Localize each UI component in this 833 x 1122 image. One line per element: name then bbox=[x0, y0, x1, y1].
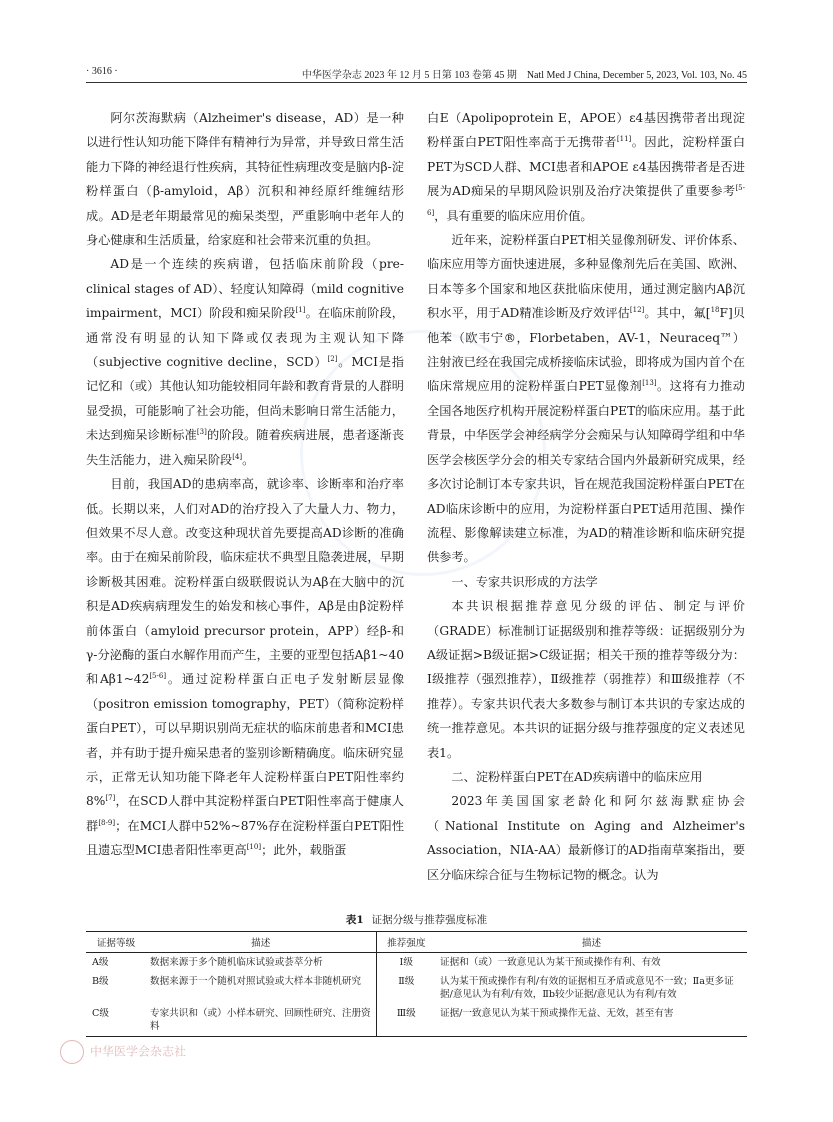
paragraph-apoe: 白E（Apolipoprotein E，APOE）ε4基因携带者出现淀粉样蛋白PET阳性率高于无携带者[11]。因此，淀粉样蛋白PET为SCD人群、MCI患者和APOE ε4基因携带者是否进展为AD痴呆的早期风险识别及治疗决策提供了重要参考[5-6]，具有重要的临床应用价值。 bbox=[427, 111, 746, 223]
table-cell: Ⅲ级 bbox=[396, 1008, 416, 1019]
table-cell: Ⅱ级 bbox=[398, 976, 415, 987]
journal-citation: 中华医学杂志 2023 年 12 月 5 日第 103 卷第 45 期 Natl Med J China, December 5, 2023, Vol. 103, No. 45 bbox=[301, 70, 747, 81]
paragraph-disease-spectrum: AD是一个连续的疾病谱，包括临床前阶段（pre-clinical stages of AD）、轻度认知障碍（mild cognitive impairment，MCI）阶段和痴呆阶段[1]。在临床前阶段，通常没有明显的认知下降或仅表现为主观认知下降（subjective cognitive decline，SCD）[2]。MCI是指记忆和（或）其他认知功能较相同年龄和教育背景的人群明显受损，可能影响了社会功能，但尚未影响日常生活能力，未达到痴呆诊断标准[3]的阶段。随着疾病进展，患者逐渐丧失生活能力，进入痴呆阶段[4]。 bbox=[86, 257, 405, 467]
table-cell: B级 bbox=[92, 976, 109, 987]
citation: [11] bbox=[616, 135, 632, 144]
paragraph-grade: 本共识根据推荐意见分级的评估、制定与评价（GRADE）标准制订证据级别和推荐等级：证据级别分为A级证据>B级证据>C级证据；相关干预的推荐等级分为：Ⅰ级推荐（强烈推荐），Ⅱ级推荐（弱推荐）和Ⅲ级推荐（不推荐）。专家共识代表大多数参与制订本共识的专家达成的统一推荐意见。本共识的证据分级与推荐强度的定义表述见表1。 bbox=[427, 599, 745, 760]
running-header bbox=[86, 62, 747, 83]
section-heading-clinical-application: 二、淀粉样蛋白PET在AD疾病谱中的临床应用 bbox=[451, 769, 703, 784]
citation: [5-6] bbox=[427, 184, 745, 217]
table-row bbox=[86, 972, 747, 1004]
publisher-logo bbox=[60, 1040, 186, 1064]
citation: [7] bbox=[105, 794, 116, 803]
table-cell: 证据和（或）一致意见认为某干预或操作有利、有效 bbox=[440, 957, 661, 968]
table-row bbox=[86, 953, 747, 973]
citation: [3] bbox=[196, 428, 207, 437]
table-row bbox=[86, 1004, 747, 1037]
table-cell: 专家共识和（或）小样本研究、回顾性研究、注册资料 bbox=[146, 1004, 376, 1037]
evidence-table bbox=[86, 912, 747, 1037]
citation: [5-6] bbox=[149, 672, 167, 681]
isotope-mass: 18 bbox=[710, 306, 720, 315]
table-header: 描述 bbox=[146, 932, 376, 953]
paragraph-recent-progress: 近年来，淀粉样蛋白PET相关显像剂研发、评价体系、临床应用等方面快速进展，多种显像剂先后在美国、欧洲、日本等多个国家和地区获批临床使用，通过测定脑内Aβ沉积水平，用于AD精准诊断及疗效评估[12]。其中，氟[$^{18}$F]贝他苯（欧韦宁®，Florbetaben，AV-1，Neuraceq™）注射液已经在我国完成桥接临床试验，即将成为国内首个在临床常规应用的淀粉样蛋白PET显像剂[13]。这将有力推动全国各地医疗机构开展淀粉样蛋白PET的临床应用。基于此背景，中华医学会神经病学分会痴呆与认知障碍学组和中华医学会核医学分会的相关专家结合国内外最新研究成果，经多次讨论制订本专家共识，旨在规范我国淀粉样蛋白PET在AD临床诊断中的应用，为淀粉样蛋白PET适用范围、操作流程、影像解读建立标准，为AD的精准诊断和临床研究提供参考。 bbox=[427, 233, 745, 565]
paragraph-nia-aa: 2023年美国国家老龄化和阿尔兹海默症协会（National Institute on Aging and Alzheimer's Association，NIA-AA）最新修订的AD指南草案指出，要区分临床综合征与生物标记物的概念。认为 bbox=[427, 794, 746, 882]
table-cell: Ⅰ级 bbox=[399, 957, 413, 968]
paragraph-intro: 阿尔茨海默病（Alzheimer's disease，AD）是一种以进行性认知功能下降伴有精神行为异常，并导致日常生活能力下降的神经退行性疾病，其特征性病理改变是脑内β-淀粉样蛋白（β-amyloid，Aβ）沉积和神经原纤维缠结形成。AD是老年期最常见的痴呆类型，严重影响中老年人的身心健康和生活质量，给家庭和社会带来沉重的负担。 bbox=[86, 111, 404, 248]
citation: [2] bbox=[327, 355, 338, 363]
table-cell: A级 bbox=[92, 957, 109, 968]
table-cell: 数据来源于多个随机临床试验或荟萃分析 bbox=[146, 953, 376, 973]
table-caption bbox=[86, 912, 747, 927]
citation: [10] bbox=[246, 843, 262, 852]
table-title: 证据分级与推荐强度标准 bbox=[371, 914, 488, 926]
table-header: 描述 bbox=[581, 938, 602, 949]
right-column bbox=[427, 106, 745, 887]
table-header: 证据等级 bbox=[96, 938, 136, 949]
publisher-seal-icon bbox=[60, 1040, 84, 1064]
section-heading-methodology: 一、专家共识形成的方法学 bbox=[451, 574, 598, 589]
left-column bbox=[86, 106, 404, 863]
table-cell: C级 bbox=[92, 1008, 109, 1019]
paragraph-current-status: 目前，我国AD的患病率高，就诊率、诊断率和治疗率低。长期以来，人们对AD的治疗投入了大量人力、物力，但效果不尽人意。改变这种现状首先要提高AD诊断的准确率。由于在痴呆前阶段，临床症状不典型且隐袭进展，早期诊断极其困难。淀粉样蛋白级联假说认为Aβ在大脑中的沉积是AD疾病病理发生的始发和核心事件，Aβ是由β淀粉样前体蛋白（amyloid precursor protein，APP）经β-和γ-分泌酶的蛋白水解作用而产生，主要的亚型包括Aβ1~40和Aβ1~42[5-6]。通过淀粉样蛋白正电子发射断层显像（positron emission tomography，PET）（简称淀粉样蛋白PET），可以早期识别尚无症状的临床前患者和MCI患者，并有助于提升痴呆患者的鉴别诊断精确度。临床研究显示，正常无认知功能下降老年人淀粉样蛋白PET阳性率约8%[7]，在SCD人群中其淀粉样蛋白PET阳性率高于健康人群[8-9]；在MCI人群中52%~87%存在淀粉样蛋白PET阳性且遗忘型MCI患者阳性率更高[10]；此外，载脂蛋 bbox=[86, 477, 405, 858]
page-number: · 3616 · bbox=[86, 66, 118, 77]
table-cell: 证据/一致意见认为某干预或操作无益、无效，甚至有害 bbox=[440, 1008, 674, 1019]
citation: [8-9] bbox=[98, 818, 116, 827]
table-cell: 认为某干预或操作有利/有效的证据相互矛盾或意见不一致；Ⅱa更多证据/意见认为有利/有效，Ⅱb较少证据/意见认为有利/有效 bbox=[440, 976, 734, 1000]
citation: [13] bbox=[642, 379, 657, 388]
citation: [1] bbox=[295, 306, 306, 315]
table-header: 推荐强度 bbox=[387, 938, 426, 949]
citation: [4] bbox=[232, 452, 243, 461]
publisher-name: 中华医学会杂志社 bbox=[90, 1044, 187, 1059]
table-number: 表1 bbox=[345, 914, 364, 926]
citation: [12] bbox=[629, 306, 645, 315]
table-cell: 数据来源于一个随机对照试验或大样本非随机研究 bbox=[146, 972, 376, 1004]
